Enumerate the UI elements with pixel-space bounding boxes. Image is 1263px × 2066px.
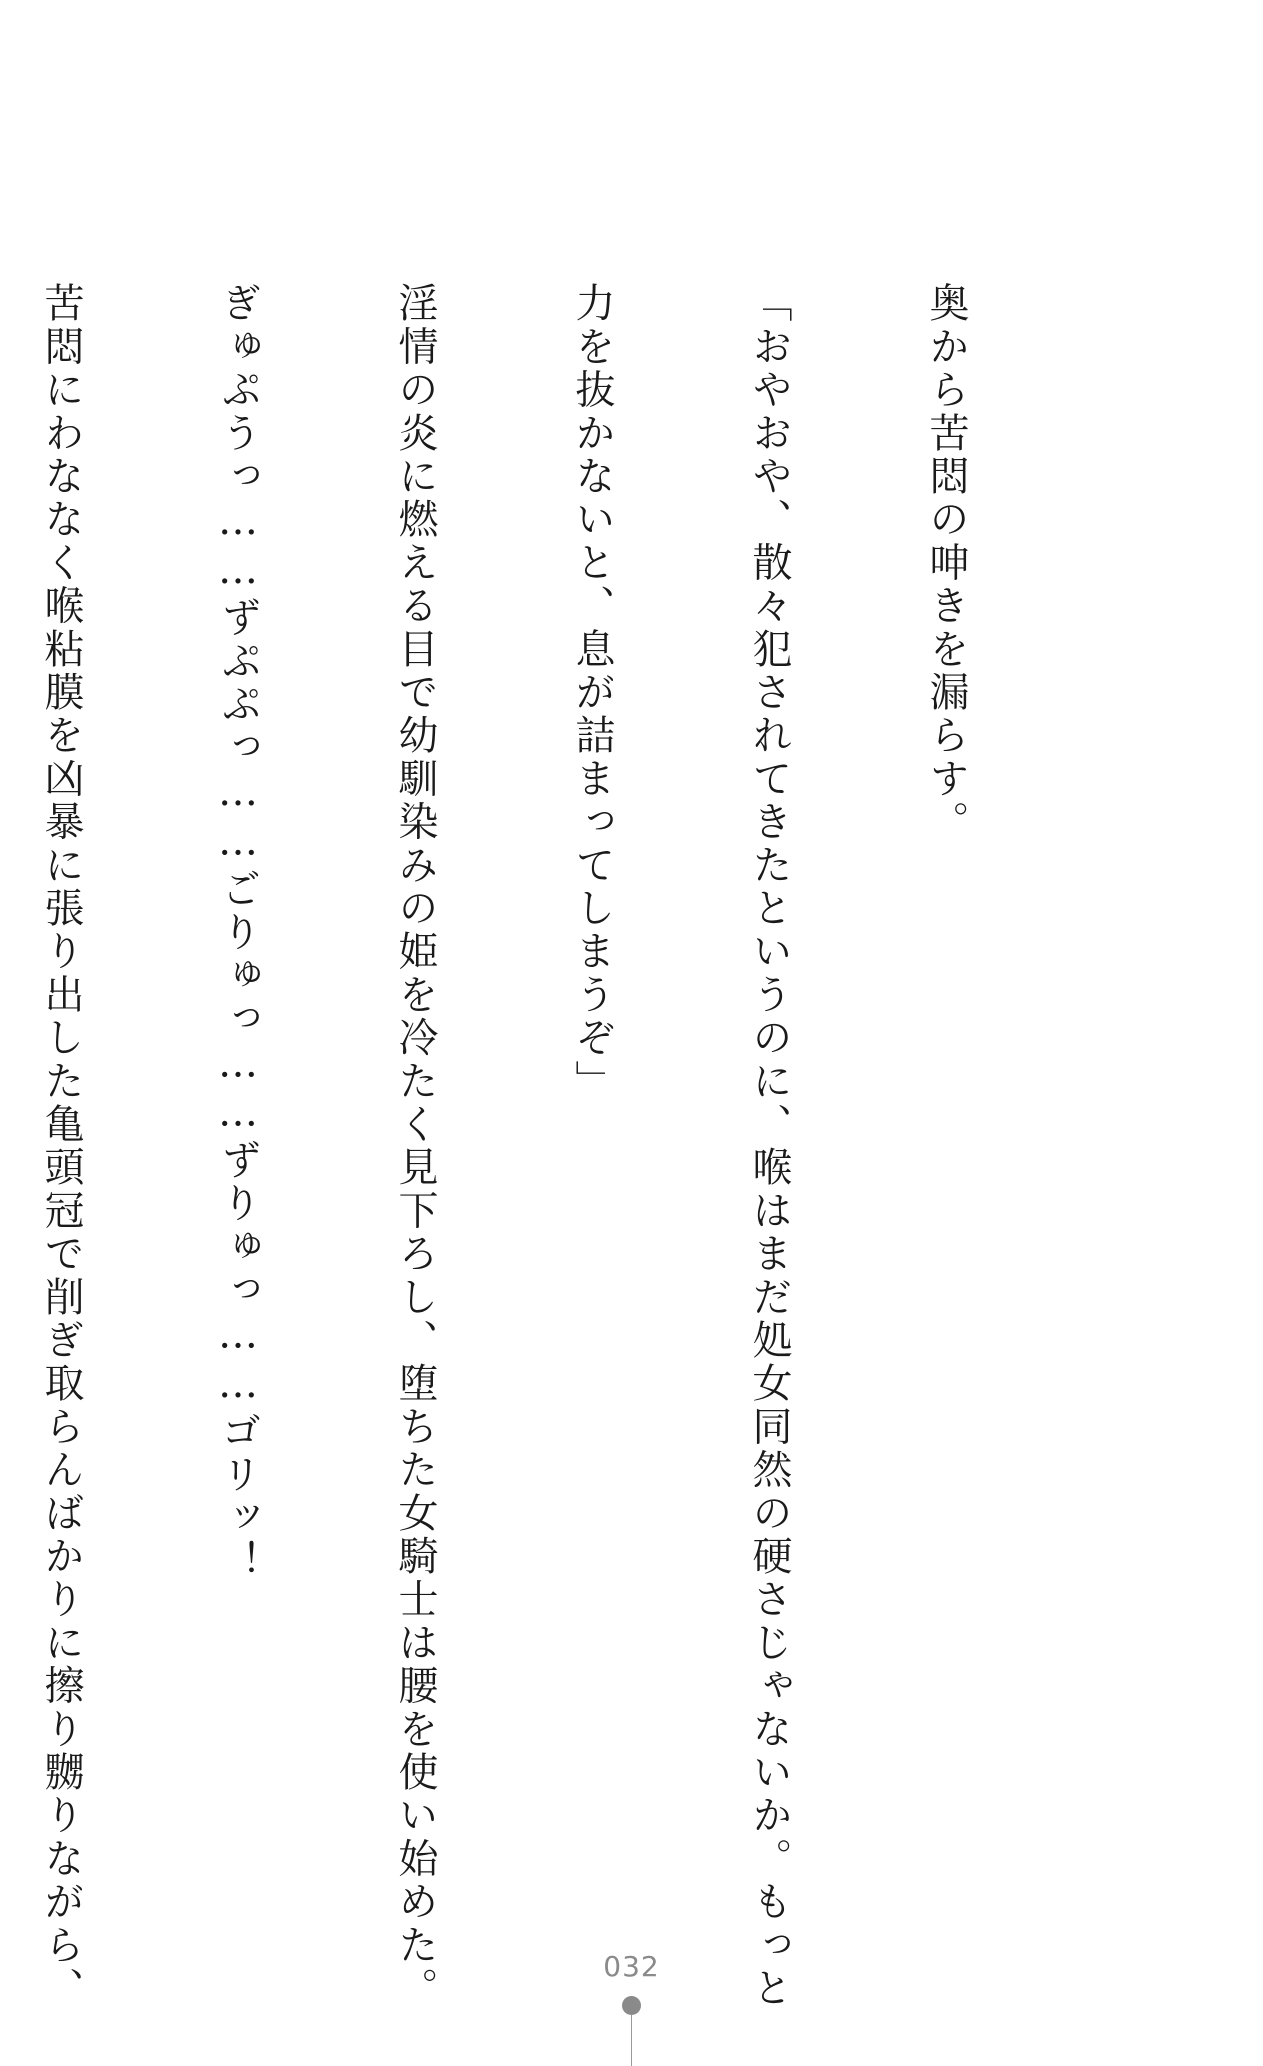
text-line: ぎゅぷうっ……ずぷぷっ……ごりゅっ……ずりゅっ……ゴリッ！ <box>215 282 261 1583</box>
text-line: 「おやおや、散々犯されてきたというのに、喉はまだ処女同然の硬さじゃないか。もっと <box>746 282 792 2010</box>
text-line: 奥から苦悶の呻きを漏らす。 <box>923 282 969 844</box>
page-marker-dot <box>622 1996 641 2015</box>
text-line: 淫情の炎に燃える目で幼馴染みの姫を冷たく見下ろし、堕ちた女騎士は腰を使い始めた。 <box>392 282 438 2010</box>
text-line: 力を抜かないと、息が詰まってしまうぞ」 <box>569 282 615 1103</box>
page-marker-line <box>631 2015 632 2066</box>
page-number: 032 <box>603 1950 660 1983</box>
text-line: 苦悶にわななく喉粘膜を凶暴に張り出した亀頭冠で削ぎ取らんばかりに擦り嬲りながら、 <box>38 282 84 2010</box>
